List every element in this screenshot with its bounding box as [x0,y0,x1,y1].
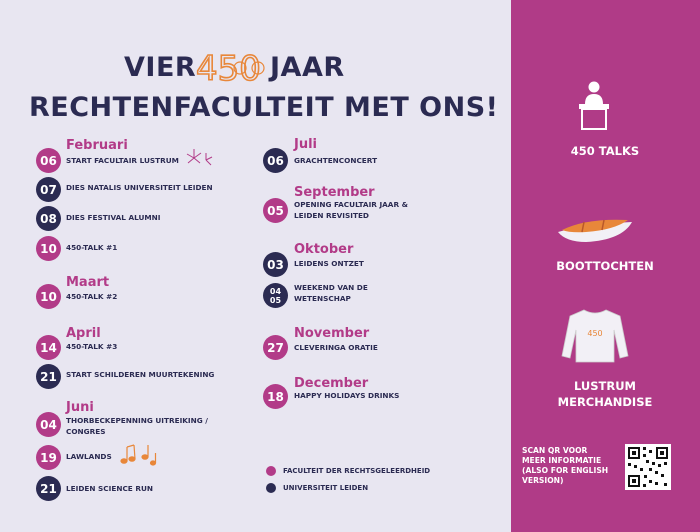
merch-label-2: MERCHANDISE [557,395,653,409]
fireworks-icon [184,146,214,170]
event-label: 450-TALK #2 [66,292,118,301]
450-logo [192,44,270,88]
legend-label: UNIVERSITEIT LEIDEN [283,484,369,492]
legend-label: FACULTEIT DER RECHTSGELEERDHEID [283,467,431,475]
event-label: THORBECKEPENNING UITREIKING / [66,416,208,425]
date-badge: 04 [36,412,61,437]
event-label: CLEVERINGA ORATIE [294,343,378,352]
date-end: 05 [269,295,282,305]
date-badge: 08 [36,206,61,231]
date-badge: 21 [36,476,61,501]
merch-label-1: LUSTRUM [573,379,637,393]
date-start: 04 [269,286,282,296]
boat-label: BOOTTOCHTEN [556,259,654,273]
event-label: DIES NATALIS UNIVERSITEIT LEIDEN [66,183,213,192]
event-label: 450-TALK #1 [66,243,118,252]
date-badge-range [263,283,288,308]
page-title: RECHTENFACULTEIT MET ONS! [29,92,499,123]
date-badge: 06 [263,148,288,173]
month-juni: Juni [66,400,94,415]
event-label: START SCHILDEREN MUURTEKENING [66,370,215,379]
event-label: LAWLANDS [66,452,112,461]
title-vier: VIER [124,52,197,83]
date-badge: 14 [36,335,61,360]
event-label: DIES FESTIVAL ALUMNI [66,213,161,222]
month-december: December [294,376,369,391]
event-label: WEEKEND VAN DE [294,283,368,292]
logo-text: 450 [196,49,261,88]
legend-dot-navy [266,483,276,493]
date-badge: 10 [36,284,61,309]
legend-dot-pink [266,466,276,476]
event-label: WETENSCHAP [294,294,351,303]
date-badge: 21 [36,364,61,389]
event-label: OPENING FACULTAIR JAAR & [294,200,408,209]
music-notes-icon [118,441,158,469]
event-label: LEIDENS ONTZET [294,259,364,268]
date-badge: 10 [36,236,61,261]
qr-text: (ALSO FOR ENGLISH [522,466,609,475]
qr-text: VERSION) [522,476,564,485]
sweater-icon [560,306,630,364]
month-april: April [66,326,101,341]
event-label: LEIDEN REVISITED [294,211,369,220]
date-badge: 05 [263,198,288,223]
date-badge: 19 [36,445,61,470]
event-label: CONGRES [66,427,106,436]
month-juli: Juli [294,137,318,152]
boat-icon [556,210,634,250]
month-september: September [294,185,375,200]
month-oktober: Oktober [294,242,354,257]
date-badge: 06 [36,148,61,173]
month-november: November [294,326,370,341]
event-label: START FACULTAIR LUSTRUM [66,156,179,165]
date-badge: 07 [36,177,61,202]
date-badge: 18 [263,384,288,409]
event-label: LEIDEN SCIENCE RUN [66,484,153,493]
event-label: GRACHTENCONCERT [294,156,378,165]
talks-label: 450 TALKS [570,144,640,158]
qr-text: MEER INFORMATIE [522,456,602,465]
qr-text: SCAN QR VOOR [522,446,588,455]
month-februari: Februari [66,138,128,153]
event-label: 450-TALK #3 [66,342,118,351]
title-jaar: JAAR [270,52,345,83]
svg-text:450: 450 [587,329,603,338]
date-badge: 03 [263,252,288,277]
date-badge: 27 [263,335,288,360]
lectern-icon [574,78,614,132]
qr-code-icon[interactable] [625,444,671,490]
event-label: HAPPY HOLIDAYS DRINKS [294,391,400,400]
month-maart: Maart [66,275,110,290]
